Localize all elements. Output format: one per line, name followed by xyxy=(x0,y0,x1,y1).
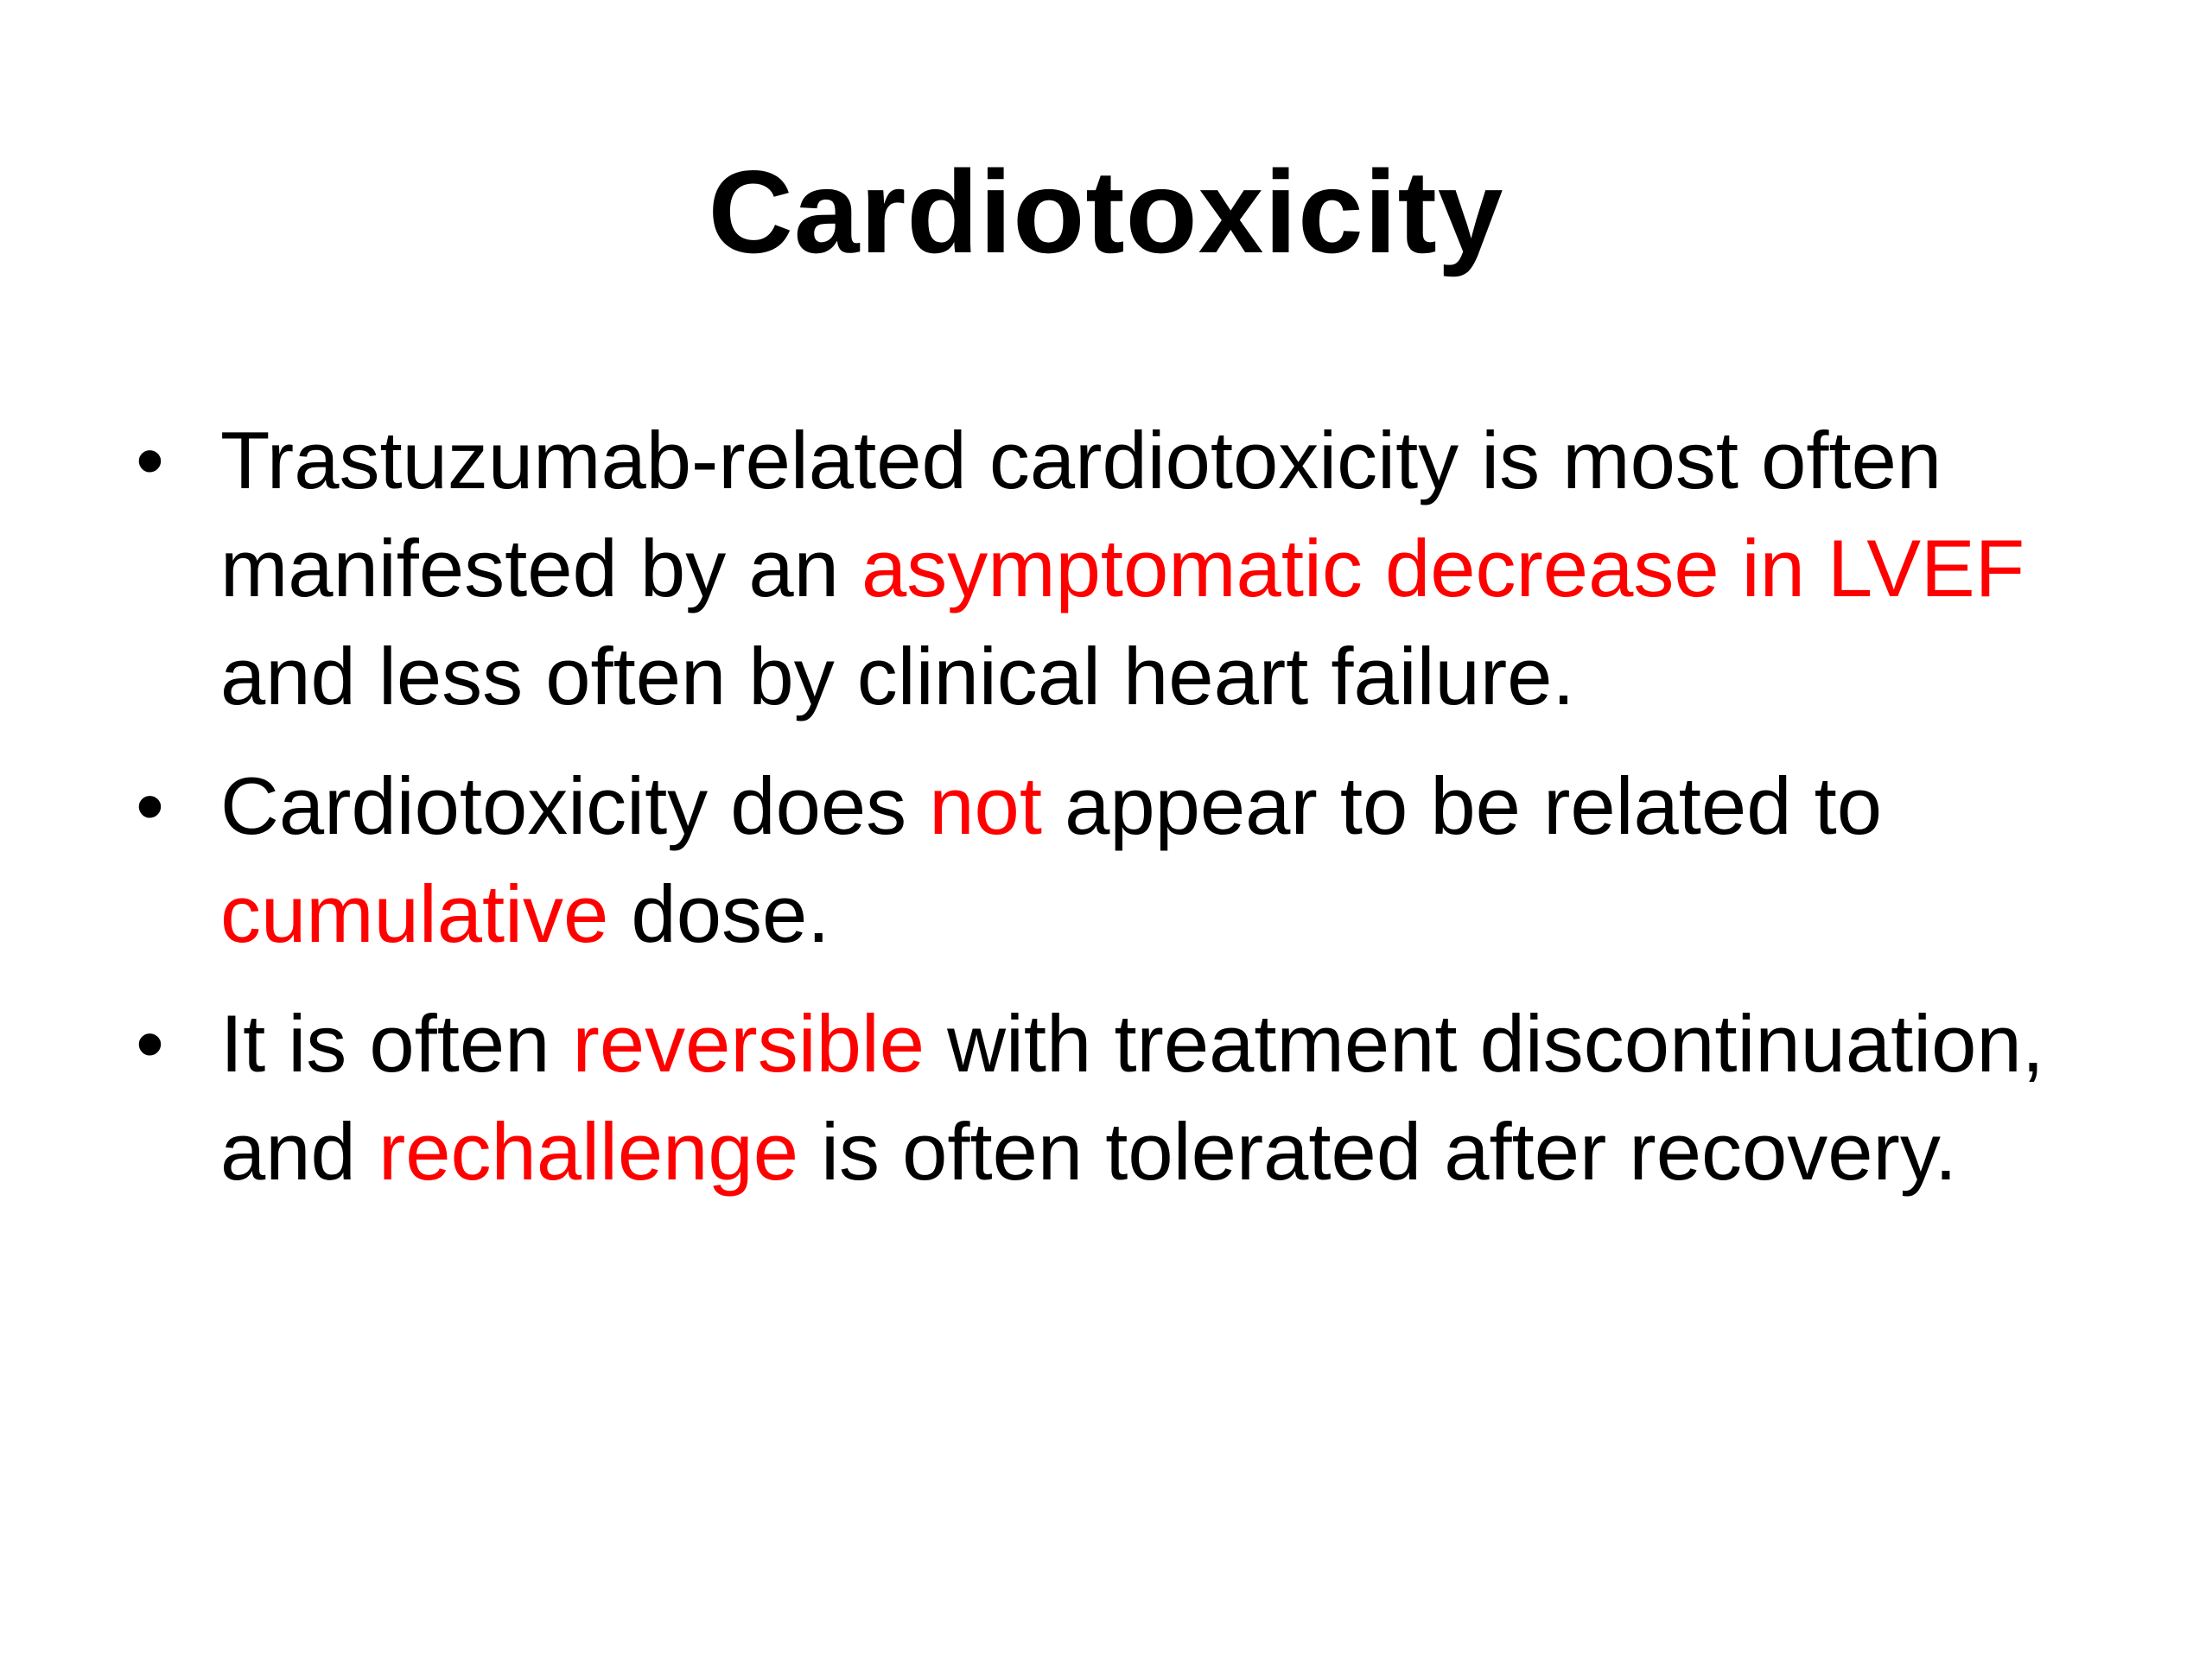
bullet-dot-icon: • xyxy=(136,415,164,505)
bullet-dot-icon: • xyxy=(136,998,164,1089)
highlighted-text: asymptomatic decrease in LVEF xyxy=(861,523,2025,613)
text-segment: with treatment discontinuation, and xyxy=(220,998,2044,1197)
bullet-item xyxy=(130,752,2108,968)
highlighted-text: not xyxy=(929,760,1042,851)
text-segment: appear to be related to xyxy=(1041,760,1882,851)
text-segment: and less often by clinical heart failure. xyxy=(220,631,1575,721)
highlighted-text: cumulative xyxy=(220,868,609,959)
bullet-item xyxy=(130,989,2108,1205)
slide-title: Cardiotoxicity xyxy=(708,146,1504,277)
bullet-dot-icon: • xyxy=(136,760,164,851)
highlighted-text: rechallenge xyxy=(378,1106,798,1197)
bullet-text xyxy=(220,760,1882,959)
bullet-text xyxy=(220,415,2024,721)
text-segment: dose. xyxy=(608,868,830,959)
bullet-list xyxy=(130,406,2108,1227)
text-segment: Cardiotoxicity does xyxy=(220,760,930,851)
text-segment: It is often xyxy=(220,998,573,1089)
bullet-item xyxy=(130,406,2108,730)
text-segment: Trastuzumab-related cardiotoxicity is most often manifested by an xyxy=(220,415,1942,613)
text-segment: is often tolerated after recovery. xyxy=(798,1106,1957,1197)
highlighted-text: reversible xyxy=(572,998,925,1089)
bullet-text xyxy=(220,998,2044,1197)
